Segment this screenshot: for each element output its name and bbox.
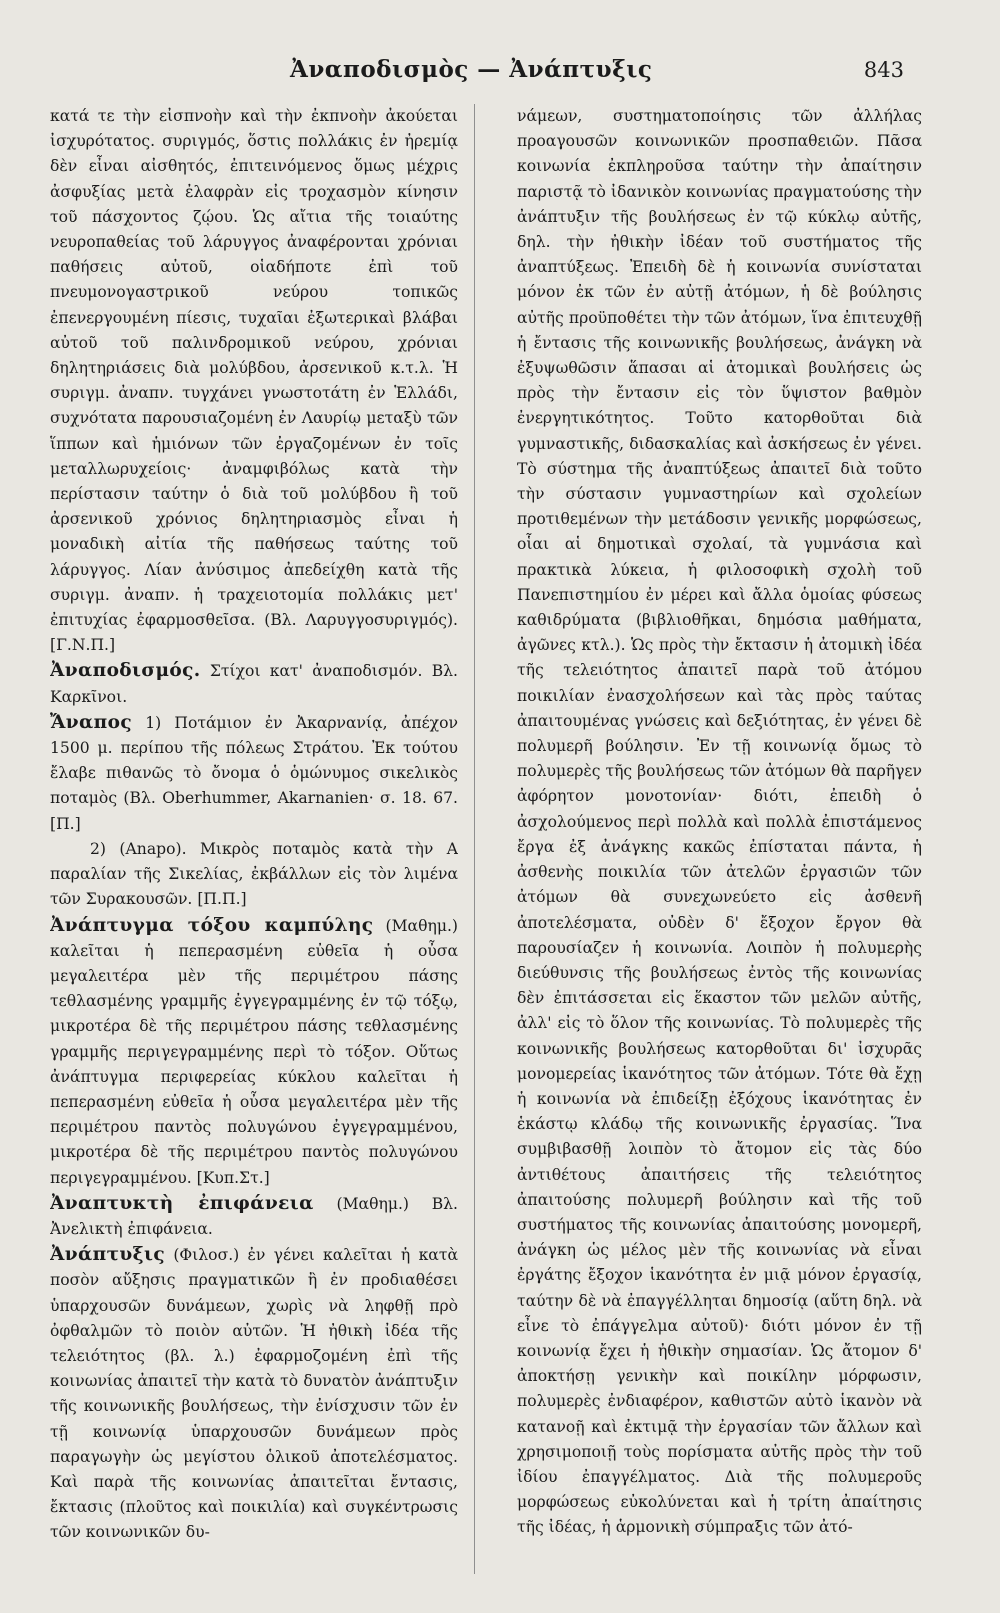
entry-anaptygma [50, 913, 458, 1191]
entry-anaptykte-epifaneia [50, 1191, 458, 1242]
column-divider [474, 104, 475, 1574]
entry-body: 1) Ποτάμιον ἐν Ἀκαρνανίᾳ, ἀπέχον 1500 μ. περίπου τῆς πόλεως Στράτου. Ἐκ τούτου ἔλαβε πιθανῶς τὸ ὄνομα ὁ ὁμώνυμος σικελικὸς ποταμὸς (Βλ. Oberhummer, Akarnanien· σ. 18. 67. [Π.] [50, 713, 458, 833]
entry-headword: Ἀνάπτυγμα τόξου καμπύλης [50, 914, 374, 936]
entry-body: (Μαθημ.) Βλ. Ἀνελικτὴ ἐπιφάνεια. [50, 1194, 458, 1238]
continuation-paragraph: κατά τε τὴν εἰσπνοὴν καὶ τὴν ἐκπνοὴν ἀκούεται ἰσχυρότατος. συριγμός, ὅστις πολλάκις ἐν ἠρεμίᾳ δὲν εἶναι αἰσθητός, ἐπιτεινόμενος ὅμως μέχρις ἀσφυξίας μετὰ ἐλαφρὰν εἰς τροχασμὸν κίνησιν τοῦ πάσχοντος ζῴου. Ὡς αἴτια τῆς τοιαύτης νευροπαθείας τοῦ λάρυγγος ἀναφέρονται χρόνιαι παθήσεις αὐτοῦ, οἱαδήποτε ἐπὶ τοῦ πνευμονογαστρικοῦ νεύρου τοπικῶς ἐπενεργουμένη πίεσις, τυχαῖαι ἐξωτερικαὶ βλάβαι αὐτοῦ τοῦ παλινδρομικοῦ νεύρου, χρόνιαι δηλητηριάσεις διὰ μολύβδου, ἀρσενικοῦ κ.τ.λ. Ἡ συριγμ. ἀναπν. τυγχάνει γνωστοτάτη ἐν Ἑλλάδι, συχνότατα παρουσιαζομένη ἐν Λαυρίῳ μεταξὺ τῶν ἵππων καὶ ἡμιόνων τῶν ἐργαζομένων ἐν τοῖς μεταλλωρυχείοις· ἀναμφιβόλως κατὰ τὴν περίστασιν ταύτην ὁ διὰ τοῦ μολύβδου ἢ τοῦ ἀρσενικοῦ χρόνιος δηλητηριασμὸς εἶναι ἡ μοναδικὴ αἰτία τῆς παθήσεως ταύτης τοῦ λάρυγγος. Λίαν ἀνύσιμος ἀπεδείχθη κατὰ τῆς συριγμ. ἀναπν. ἡ τραχειοτομία πολλάκις μετ' ἐπιτυχίας ἐφαρμοσθεῖσα. (Βλ. Λαρυγγοσυριγμός).[Γ.Ν.Π.] [50, 107, 458, 655]
entry-headword: Ἀνάπτυξις [50, 1244, 166, 1266]
entry-headword: Ἀναπτυκτὴ ἐπιφάνεια [50, 1192, 314, 1214]
entry-anapos-sub-2 [50, 837, 458, 913]
right-column [517, 104, 922, 1584]
right-column-text: νάμεων, συστηματοποίησις τῶν ἀλλήλας προαγουσῶν κοινωνικῶν προσπαθειῶν. Πᾶσα κοινωνία ἐκπληροῦσα ταύτην τὴν ἀπαίτησιν παριστᾷ τὸ ἰδανικὸν κοινωνίας πραγματούσης τὴν ἀνάπτυξιν τῆς βουλήσεως ἐν τῷ κύκλῳ αὐτῆς, δηλ. τὴν ἠθικὴν ἰδέαν τοῦ συστήματος τῆς ἀναπτύξεως. Ἐπειδὴ δὲ ἡ κοινωνία συνίσταται μόνον ἐκ τῶν ἐν αὐτῇ ἀτόμων, ἡ δὲ βούλησις αὐτῆς προϋποθέτει τὴν τῶν ἀτόμων, ἵνα ἐπιτευχθῇ ἡ ἔντασις τῆς κοινωνικῆς βουλήσεως, ἀνάγκη νὰ ἐξυψωθῶσιν ἅπασαι αἱ ἀτομικαὶ βουλήσεις ὡς πρὸς τὴν ἔντασιν εἰς τὸν ὕψιστον βαθμὸν ἐνεργητικότητος. Τοῦτο κατορθοῦται διὰ γυμναστικῆς, διδασκαλίας καὶ ἀσκήσεως ἐν γένει. Τὸ σύστημα τῆς ἀναπτύξεως ἀπαιτεῖ διὰ τοῦτο τὴν σύστασιν γυμναστηρίων καὶ σχολείων προτιθεμένων τὴν μετάδοσιν γενικῆς μορφώσεως, οἷαι αἱ δημοτικαὶ σχολαί, τὰ γυμνάσια καὶ πρακτικὰ λύκεια, ἡ φιλοσοφικὴ σχολὴ τοῦ Πανεπιστημίου ἐν μέρει καὶ ἄλλα ὁμοίας φύσεως καθιδρύματα (βιβλιοθῆκαι, δημόσια μαθήματα, ἀγῶνες κτλ.). Ὡς πρὸς τὴν ἔκτασιν ἡ ἀτομικὴ ἰδέα τῆς τελειότητος ἀπαιτεῖ παρὰ τοῦ ἀτόμου ποικιλίαν ἐνασχολήσεων καὶ τὰς πρὸς ταύτας ἀπαιτουμένας γνώσεις καὶ δεξιότητας, ἐν γένει δὲ πολυμερῆ βούλησιν. Ἐν τῇ κοινωνίᾳ ὅμως τὸ πολυμερὲς τῆς βουλήσεως τῶν ἀτόμων θὰ παρῆγεν ἀφόρητον μονοτονίαν· διότι, ἐπειδὴ ὁ ἀσχολούμενος περὶ πολλὰ καὶ πολλὰ ἐπιστάμενος ἔργα ἐξ ἀνάγκης κακῶς ἐπίσταται πάντα, ἡ ἀσθενὴς ποικιλία τῶν ἀτελῶν ἐργασιῶν τῶν ἀτόμων θὰ συνεχωνεύετο εἰς ἀσθενῆ ἀποτελέσματα, οὐδὲν δ' ἔξοχον ἔργον θὰ παρουσίαζεν ἡ κοινωνία. Λοιπὸν ἡ πολυμερὴς διεύθυνσις τῆς βουλήσεως ἐντὸς τῆς κοινωνίας δὲν ἐπιτάσσεται εἰς ἕκαστον τῶν μελῶν αὐτῆς, ἀλλ' εἰς τὸ ὅλον τῆς κοινωνίας. Τὸ πολυμερὲς τῆς κοινωνικῆς βουλήσεως κατορθοῦται δι' ἰσχυρᾶς μονομερείας ἱκανότητος τῶν ἀτόμων. Τότε θὰ ἔχῃ ἡ κοινωνία νὰ ἐπιδείξῃ ἐξόχους ἱκανότητας ἐν ἑκάστῳ κλάδῳ τῆς κοινωνικῆς ἐργασίας. Ἵνα συμβιβασθῇ λοιπὸν τὸ ἄτομον εἰς τὰς δύο ἀντιθέτους ἀπαιτήσεις τῆς τελειότητος ἀπαιτούσης πολυμερῆ βούλησιν καὶ τῆς τοῦ συστήματος τῆς κοινωνίας ἀπαιτούσης μονομερῆ, ἀνάγκη ὡς μέλος μὲν τῆς κοινωνίας νὰ εἶναι ἐργάτης ἔξοχον ἱκανότητα ἐν μιᾷ μόνον ἐργασίᾳ, ταύτην δὲ νὰ ἐπαγγέλληται δημοσίᾳ (αὕτη δηλ. νὰ εἶνε τὸ ἐπάγγελμα αὐτοῦ)· διότι μόνον ἐν τῇ κοινωνίᾳ ἔχει ἡ ἠθικὴν σημασίαν. Ὡς ἄτομον δ' ἀποκτήσῃ γενικὴν καὶ ποικίλην μόρφωσιν, πολυμερὲς ἐνδιαφέρον, καθιστῶν αὐτὸ ἱκανὸν νὰ κατανοῇ καὶ ἐκτιμᾷ τὴν ἐργασίαν τῶν ἄλλων καὶ χρησιμοποιῇ τοὺς πορίσματα αὐτῆς πρὸς τὴν τοῦ ἰδίου ἐπαγγέλματος. Διὰ τῆς πολυμεροῦς μορφώσεως εὐκολύνεται καὶ ἡ τρίτη ἀπαίτησις τῆς ἰδέας, ἡ ἁρμονικὴ σύμπραξις τῶν ἀτό- [517, 107, 922, 1537]
page-header [0, 56, 1000, 92]
entry-body: (Φιλοσ.) ἐν γένει καλεῖται ἡ κατὰ ποσὸν αὔξησις πραγματικῶν ἢ ἐν προδιαθέσει ὑπαρχουσῶν δυνάμεων, χωρὶς νὰ ληφθῇ πρὸ ὀφθαλμῶν τὸ ποιὸν αὐτῶν. Ἡ ἠθικὴ ἰδέα τῆς τελειότητος (βλ. λ.) ἐφαρμοζομένη ἐπὶ τῆς κοινωνίας ἀπαιτεῖ τὴν κατὰ τὸ δυνατὸν ἀνάπτυξιν τῆς κοινωνικῆς βουλήσεως, τὴν ἐνίσχυσιν τῶν ἐν τῇ κοινωνίᾳ ὑπαρχουσῶν δυνάμεων πρὸς παραγωγὴν ὡς μεγίστου ὁλικοῦ ἀποτελέσματος. Καὶ παρὰ τῆς κοινωνίας ἀπαιτεῖται ἔντασις, ἔκτασις (πλοῦτος καὶ ποικιλία) καὶ συγκέντρωσις τῶν κοινωνικῶν δυ- [50, 1246, 458, 1542]
entry-body: Στίχοι κατ' ἀναποδισμόν. Βλ. Καρκῖνοι. [50, 662, 458, 706]
running-head: Ἀναποδισμὸς — Ἀνάπτυξις [290, 56, 653, 83]
left-column [50, 104, 458, 1584]
entry-anapos [50, 710, 458, 837]
entry-body: (Μαθημ.) καλεῖται ἡ πεπερασμένη εὐθεῖα ἡ οὖσα μεγαλειτέρα μὲν τῆς περιμέτρου πάσης τεθλασμένης γραμμῆς ἐγγεγραμμένης ἐν τῷ τόξῳ, μικροτέρα δὲ τῆς περιμέτρου πάσης τεθλασμένης γραμμῆς περιγεγραμμένης περὶ τὸ τόξον. Οὕτως ἀνάπτυγμα περιφερείας κύκλου καλεῖται ἡ πεπερασμένη εὐθεῖα ἡ οὖσα μεγαλειτέρα μὲν τῆς περιμέτρου παντὸς πολυγώνου ἐγγεγραμμένου, μικροτέρα δὲ τῆς περιμέτρου παντὸς πολυγώνου περιγεγραμμένου. [Κυπ.Στ.] [50, 916, 458, 1187]
entry-headword: Ἀναποδισμός. [50, 660, 201, 682]
entry-body: 2) (Anapo). Μικρὸς ποταμὸς κατὰ τὴν Α παραλίαν τῆς Σικελίας, ἐκβάλλων εἰς τὸν λιμένα τῶν Συρακουσῶν. [Π.Π.] [50, 839, 458, 909]
page-number: 843 [863, 58, 904, 82]
entry-anapodismos [50, 658, 458, 709]
entry-headword: Ἄναπος [50, 711, 133, 733]
entry-anaptyxis [50, 1242, 458, 1545]
